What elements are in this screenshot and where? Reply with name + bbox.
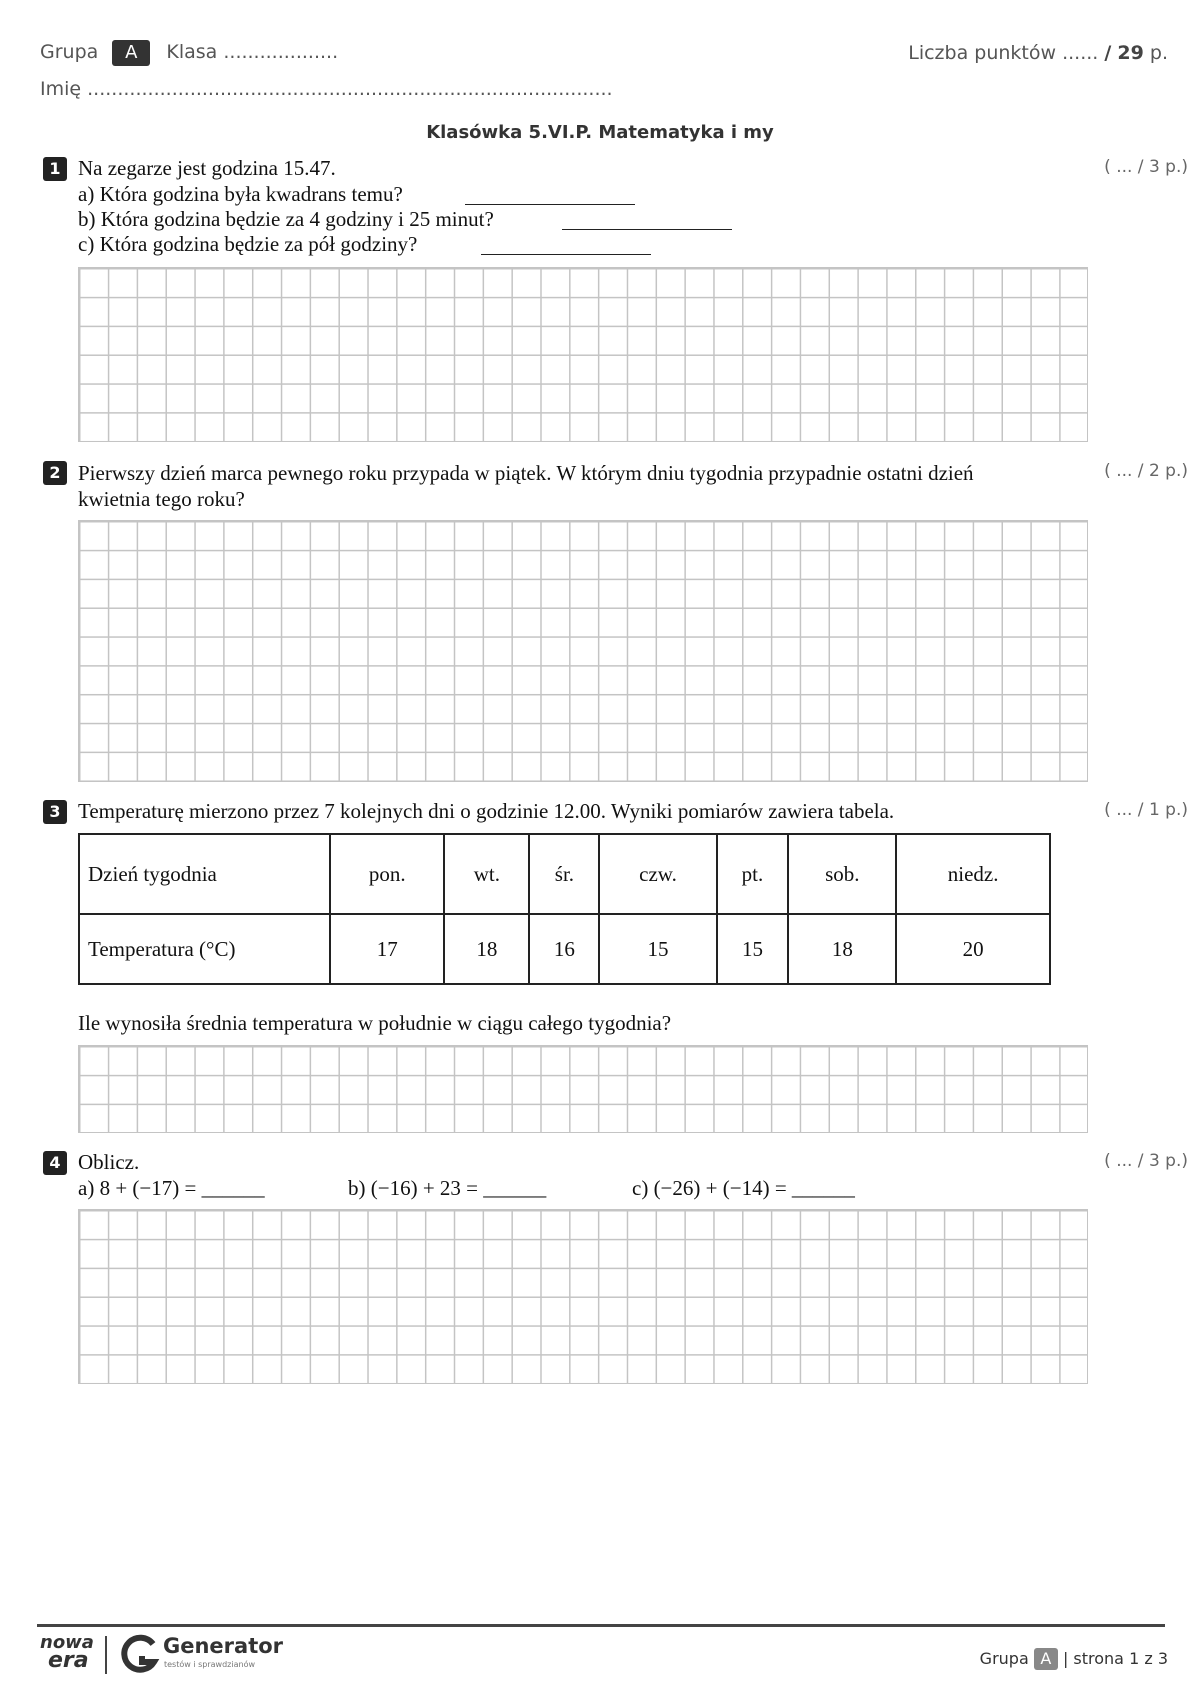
table-cell-day: czw. (599, 834, 716, 914)
table-row (79, 914, 1050, 984)
answer-line-a[interactable] (465, 204, 635, 205)
table-cell-day: pt. (717, 834, 789, 914)
name-label: Imię (40, 78, 82, 100)
task-4-item-c: c) (−26) + (−14) = ______ (632, 1176, 855, 1200)
answer-grid-1[interactable] (78, 267, 1088, 442)
logo-divider (105, 1636, 107, 1674)
task-4-intro: Oblicz. (78, 1150, 140, 1174)
footer-page-info (980, 1648, 1168, 1670)
generator-logo-icon (120, 1634, 160, 1680)
answer-line-c[interactable] (481, 254, 651, 255)
page-title: Klasówka 5.VI.P. Matematyka i my (426, 122, 774, 143)
group-badge: A (112, 40, 150, 66)
answer-grid-4[interactable] (78, 1209, 1088, 1384)
task-2-text-line2: kwietnia tego roku? (78, 487, 245, 511)
table-cell-day: pon. (330, 834, 444, 914)
table-cell-temp: 15 (717, 914, 789, 984)
table-cell-temp: 16 (529, 914, 599, 984)
task-4-item-b: b) (−16) + 23 = ______ (348, 1176, 547, 1200)
table-row-label: Temperatura (°C) (79, 914, 330, 984)
temperature-table (78, 833, 1051, 985)
table-cell-temp: 17 (330, 914, 444, 984)
answer-grid-3[interactable] (78, 1045, 1088, 1133)
class-label: Klasa (166, 41, 218, 63)
table-cell-day: wt. (444, 834, 529, 914)
task-4-item-a: a) 8 + (−17) = ______ (78, 1176, 265, 1200)
task-1-question-a: a) Która godzina była kwadrans temu? (78, 182, 403, 206)
answer-grid-2[interactable] (78, 520, 1088, 782)
points-label: Liczba punktów (908, 42, 1057, 64)
table-cell-day: śr. (529, 834, 599, 914)
footer-divider (37, 1624, 1165, 1627)
task-points: ( ... / 3 p.) (1104, 157, 1188, 177)
task-number-badge: 1 (43, 157, 67, 181)
points-fill-dots[interactable]: ...... (1062, 42, 1099, 64)
points-field (908, 42, 1168, 64)
task-number-badge: 3 (43, 800, 67, 824)
table-cell-temp: 20 (896, 914, 1050, 984)
task-1-question-b: b) Która godzina będzie za 4 godziny i 25 minut? (78, 207, 494, 231)
task-3-question: Ile wynosiła średnia temperatura w południe w ciągu całego tygodnia? (78, 1011, 672, 1035)
table-cell-day: niedz. (896, 834, 1050, 914)
name-field (40, 78, 613, 100)
table-row-label: Dzień tygodnia (79, 834, 330, 914)
footer-group-label: Grupa (979, 1649, 1029, 1668)
table-cell-day: sob. (788, 834, 896, 914)
points-slash: / (1104, 42, 1112, 64)
answer-line-b[interactable] (562, 229, 732, 230)
task-points: ( ... / 3 p.) (1104, 1151, 1188, 1171)
group-label: Grupa (40, 41, 99, 63)
table-row (79, 834, 1050, 914)
task-1-intro: Na zegarze jest godzina 15.47. (78, 156, 336, 180)
table-cell-temp: 15 (599, 914, 716, 984)
logo-nowa-text: nowa (40, 1632, 94, 1653)
generator-logo-text: Generator (163, 1634, 284, 1658)
task-2-text-line1: Pierwszy dzień marca pewnego roku przypada w piątek. W którym dniu tygodnia przypadnie ostatni dzień (78, 461, 974, 485)
group-field (40, 40, 338, 66)
footer-page-text: | strona 1 z 3 (1062, 1649, 1168, 1668)
task-number-badge: 2 (43, 461, 67, 485)
points-total: 29 (1117, 42, 1144, 64)
logo-era-text: era (48, 1648, 89, 1673)
class-fill-dots[interactable]: ................... (223, 41, 339, 63)
table-cell-temp: 18 (444, 914, 529, 984)
points-unit: p. (1149, 42, 1168, 64)
task-number-badge: 4 (43, 1151, 67, 1175)
nowa-era-logo (40, 1634, 92, 1676)
task-1-question-c: c) Która godzina będzie za pół godziny? (78, 232, 418, 256)
task-3-intro: Temperaturę mierzono przez 7 kolejnych dni o godzinie 12.00. Wyniki pomiarów zawiera tabela. (78, 799, 895, 823)
task-points: ( ... / 2 p.) (1104, 461, 1188, 481)
generator-tagline: testów i sprawdzianów (164, 1660, 255, 1669)
name-fill-dots[interactable]: ....................................................................................... (87, 78, 613, 100)
table-cell-temp: 18 (788, 914, 896, 984)
footer-group-badge: A (1034, 1648, 1058, 1670)
task-points: ( ... / 1 p.) (1104, 800, 1188, 820)
